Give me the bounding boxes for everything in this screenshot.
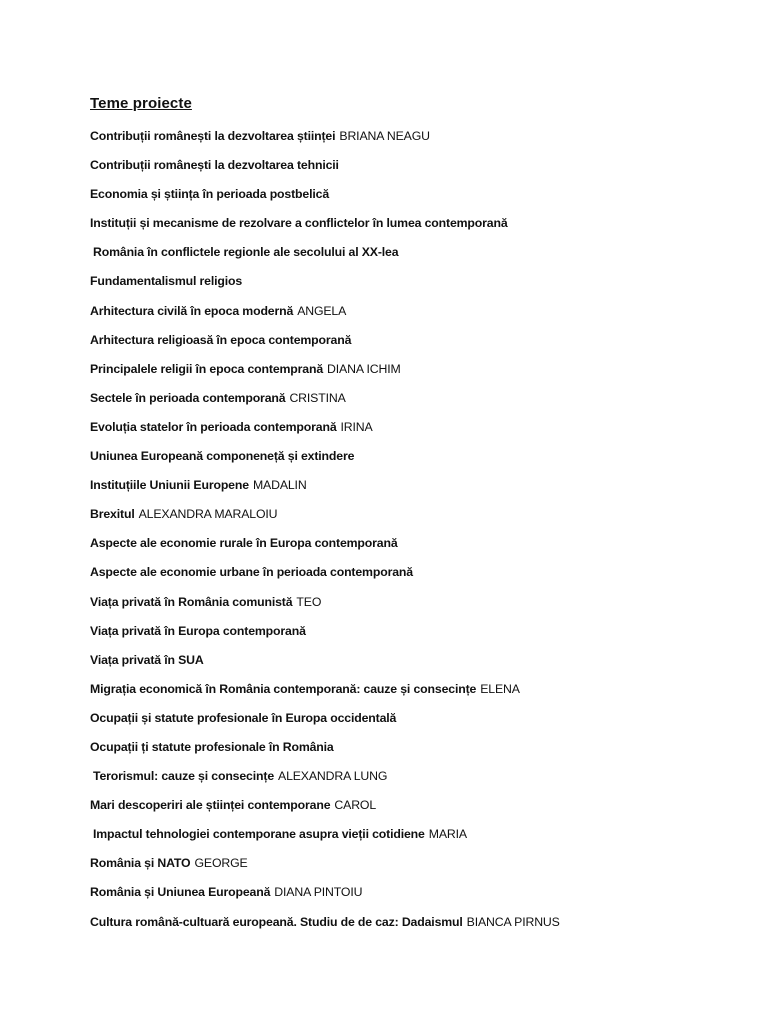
topic-text: Brexitul	[90, 507, 135, 522]
topic-text: Economia și știința în perioada postbelică	[90, 187, 330, 202]
topic-text: Aspecte ale economie rurale în Europa contemporană	[90, 536, 398, 551]
list-item	[90, 273, 560, 302]
list-item	[90, 652, 560, 681]
list-item	[90, 594, 560, 623]
student-name: MARIA	[428, 827, 467, 842]
topic-text: Aspecte ale economie urbane în perioada contemporană	[90, 565, 413, 580]
student-name: ELENA	[480, 681, 520, 696]
topic-text: Ocupații și statute profesionale în Europa occidentală	[90, 710, 397, 725]
student-name: BRIANA NEAGU	[339, 129, 430, 143]
list-item	[90, 506, 560, 535]
list-item	[90, 739, 560, 768]
student-name: MADALIN	[252, 478, 307, 493]
topic-text: Viața privată în România comunistă	[90, 594, 293, 609]
topic-text: Fundamentalismul religios	[90, 274, 243, 289]
student-name: IRINA	[340, 419, 373, 434]
student-name: GEORGE	[194, 856, 248, 871]
topic-text: Instituții și mecanisme de rezolvare a conflictelor în lumea contemporană	[90, 216, 508, 231]
list-item	[90, 564, 560, 593]
student-name: ANGELA	[297, 303, 347, 318]
topic-text: Ocupații ți statute profesionale în România	[90, 739, 334, 754]
list-item	[90, 797, 560, 826]
list-item	[90, 332, 560, 361]
topic-text: Migrația economică în România contemporană: cauze și consecințe	[90, 681, 477, 696]
list-item	[90, 477, 560, 506]
topic-text: Arhitectura religioasă în epoca contemporană	[90, 332, 352, 347]
list-item	[90, 623, 560, 652]
topic-text: Uniunea Europeană componeneță și extindere	[90, 449, 355, 464]
student-name: ALEXANDRA LUNG	[278, 769, 388, 784]
topic-text: Mari descoperiri ale științei contemporane	[90, 798, 331, 813]
topic-text: Contribuții românești la dezvoltarea științei	[90, 129, 336, 143]
topic-text: Arhitectura civilă în epoca modernă	[90, 303, 294, 318]
student-name: ALEXANDRA MARALOIU	[138, 507, 278, 522]
list-item	[90, 128, 560, 157]
list-item	[90, 826, 560, 855]
list-item	[90, 710, 560, 739]
topic-text: România și Uniunea Europeană	[90, 885, 271, 900]
topic-text: Instituțiile Uniunii Europene	[90, 478, 249, 493]
list-item	[90, 448, 560, 477]
list-item	[90, 186, 560, 215]
topic-text: Impactul tehnologiei contemporane asupra vieții cotidiene	[93, 827, 425, 842]
topic-text: Principalele religii în epoca contemprană	[90, 361, 324, 376]
topic-text: Viața privată în SUA	[90, 652, 204, 667]
list-item	[90, 855, 560, 884]
topic-text: Cultura română-cultuară europeană. Studiu de de caz: Dadaismul	[90, 914, 463, 929]
list-item	[90, 303, 560, 332]
list-item	[90, 390, 560, 419]
topic-text: România în conflictele regionle ale secolului al XX-lea	[93, 245, 399, 260]
list-item	[90, 157, 560, 186]
list-item	[90, 884, 560, 913]
list-item	[90, 215, 560, 244]
student-name: DIANA ICHIM	[327, 361, 401, 376]
topic-text: Terorismul: cauze și consecințe	[93, 769, 275, 784]
topic-text: România și NATO	[90, 856, 191, 871]
list-item	[90, 914, 560, 943]
list-item	[90, 419, 560, 448]
list-item	[90, 244, 560, 273]
list-item	[90, 681, 560, 710]
list-item	[90, 768, 560, 797]
student-name: CRISTINA	[289, 390, 346, 405]
student-name: CAROL	[334, 798, 377, 813]
topic-text: Sectele în perioada contemporană	[90, 390, 286, 405]
student-name: BIANCA PIRNUS	[466, 914, 560, 929]
list-item	[90, 535, 560, 564]
project-topic-list	[90, 128, 560, 943]
list-item	[90, 361, 560, 390]
student-name: TEO	[296, 594, 322, 609]
student-name: DIANA PINTOIU	[274, 885, 363, 900]
topic-text: Viața privată în Europa contemporană	[90, 623, 306, 638]
topic-text: Evoluția statelor în perioada contemporană	[90, 419, 337, 434]
topic-text: Contribuții românești la dezvoltarea tehnicii	[90, 158, 339, 173]
page-title: Teme proiecte	[90, 95, 192, 112]
